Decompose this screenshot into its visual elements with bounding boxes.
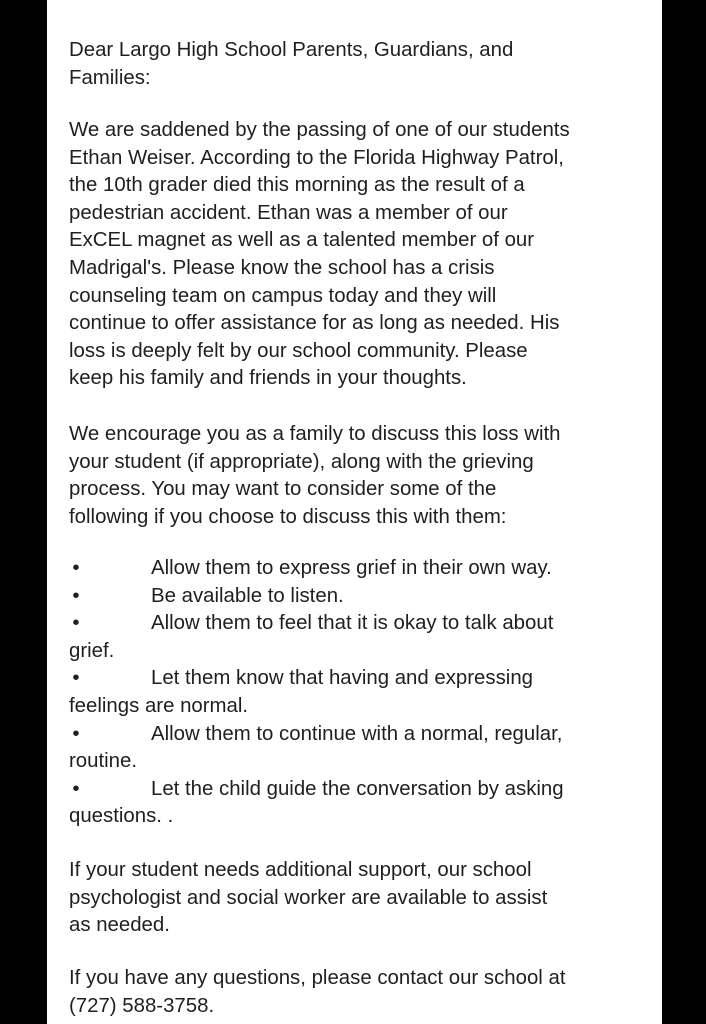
bullet-icon: •: [72, 722, 80, 745]
paragraph-line: psychologist and social worker are available to assist: [69, 886, 548, 909]
announcement-paragraph: [69, 117, 659, 393]
greeting-line: Families:: [69, 66, 151, 89]
paragraph-line: loss is deeply felt by our school community. Please: [69, 339, 528, 362]
tip-text: Allow them to feel that it is okay to talk about: [151, 612, 554, 635]
paragraph-line: We are saddened by the passing of one of our students: [69, 119, 570, 141]
paragraph-line: If you have any questions, please contact our school at: [69, 967, 566, 989]
bullet-icon: •: [72, 612, 80, 635]
paragraph-line: Ethan Weiser. According to the Florida Highway Patrol,: [69, 146, 564, 169]
tip-text: Let the child guide the conversation by asking: [151, 777, 564, 800]
list-item: [69, 776, 659, 804]
tip-continuation: grief.: [69, 639, 115, 662]
paragraph-line: your student (if appropriate), along with the grieving: [69, 450, 534, 473]
paragraph-line: following if you choose to discuss this with them:: [69, 505, 507, 528]
greeting-line: Dear Largo High School Parents, Guardians, and: [69, 39, 514, 61]
support-paragraph: [69, 857, 659, 940]
tip-text: Allow them to continue with a normal, regular,: [151, 722, 563, 745]
list-item: [69, 665, 659, 693]
list-item: [69, 610, 659, 638]
paragraph-line: the 10th grader died this morning as the result of a: [69, 174, 525, 197]
encouragement-paragraph: [69, 421, 659, 531]
list-item: [69, 721, 659, 749]
letter-greeting: [69, 37, 659, 92]
paragraph-line: Madrigal's. Please know the school has a crisis: [69, 256, 495, 279]
list-item: [69, 583, 659, 611]
tip-continuation: feelings are normal.: [69, 694, 249, 717]
tip-continuation: questions. .: [69, 805, 174, 828]
paragraph-line: We encourage you as a family to discuss this loss with: [69, 423, 561, 445]
tips-list: [69, 555, 659, 831]
tip-text: Let them know that having and expressing: [151, 667, 533, 690]
paragraph-line: pedestrian accident. Ethan was a member of our: [69, 201, 508, 224]
paragraph-line: If your student needs additional support, our school: [69, 859, 532, 881]
contact-paragraph: [69, 965, 659, 1020]
paragraph-line: ExCEL magnet as well as a talented member of our: [69, 229, 535, 252]
tip-continuation: routine.: [69, 750, 138, 773]
bullet-icon: •: [72, 557, 80, 579]
letter-page: [47, 0, 662, 1024]
paragraph-line: keep his family and friends in your thoughts.: [69, 367, 467, 390]
tip-text: Allow them to express grief in their own way.: [151, 557, 552, 579]
bullet-icon: •: [72, 584, 80, 607]
bullet-icon: •: [72, 667, 80, 690]
paragraph-line: continue to offer assistance for as long as needed. His: [69, 312, 560, 335]
paragraph-line: as needed.: [69, 914, 170, 937]
paragraph-line: counseling team on campus today and they will: [69, 284, 497, 307]
phone-number: (727) 588-3758.: [69, 994, 215, 1017]
tip-text: Be available to listen.: [151, 584, 344, 607]
bullet-icon: •: [72, 777, 80, 800]
paragraph-line: process. You may want to consider some of the: [69, 478, 497, 501]
list-item: [69, 555, 659, 583]
